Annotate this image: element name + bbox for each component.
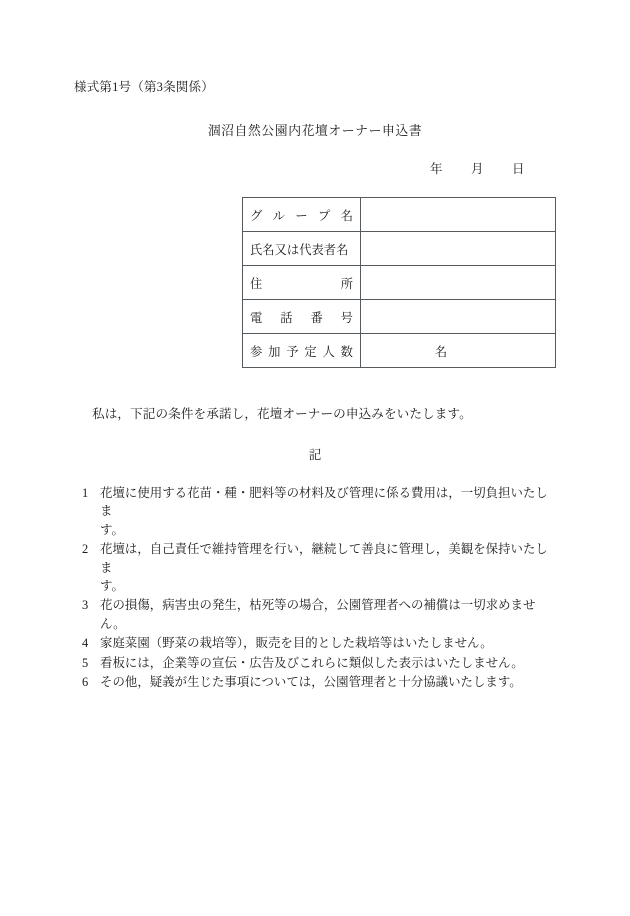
label-text-group-name bbox=[250, 206, 353, 224]
date-year-label: 年 bbox=[430, 162, 443, 176]
input-representative-name[interactable] bbox=[361, 232, 556, 266]
label-text-phone-number bbox=[250, 308, 353, 326]
table-row bbox=[243, 266, 556, 300]
input-phone-number[interactable] bbox=[361, 300, 556, 334]
table-row bbox=[243, 334, 556, 368]
condition-number: 3 bbox=[82, 598, 89, 613]
condition-text bbox=[100, 634, 548, 652]
input-group-name[interactable] bbox=[361, 198, 556, 232]
condition-text bbox=[100, 596, 548, 633]
condition-text bbox=[100, 540, 548, 595]
conditions-list bbox=[82, 484, 548, 692]
row-label-representative-name bbox=[243, 232, 361, 266]
label-text-address bbox=[250, 274, 353, 292]
condition-line-cont: す。 bbox=[100, 522, 124, 537]
condition-text bbox=[100, 673, 548, 691]
list-item bbox=[82, 596, 548, 633]
list-item bbox=[82, 540, 548, 595]
table-row bbox=[243, 232, 556, 266]
condition-line: 家庭菜園（野菜の栽培等），販売を目的とした栽培等はいたしません。 bbox=[100, 636, 493, 651]
form-number: 様式第1号（第3条関係） bbox=[74, 80, 214, 94]
lbl-char: 数 bbox=[340, 344, 353, 359]
lbl-char: ル bbox=[272, 208, 285, 223]
row-label-group-name bbox=[243, 198, 361, 232]
lbl-char: 人 bbox=[322, 344, 335, 359]
condition-number: 1 bbox=[82, 486, 89, 500]
lbl-char: 所 bbox=[340, 276, 353, 291]
lbl-char: 予 bbox=[286, 344, 299, 359]
lbl-char: 番 bbox=[310, 310, 323, 325]
lbl-char: 号 bbox=[340, 310, 353, 325]
row-label-participant-count bbox=[243, 334, 361, 368]
input-address[interactable] bbox=[361, 266, 556, 300]
ki-marker: 記 bbox=[308, 448, 322, 462]
condition-line: 花壇は，自己責任で維持管理を行い，継続して善良に管理し，美観を保持いたしま bbox=[100, 542, 548, 575]
list-item bbox=[82, 654, 548, 672]
condition-line: その他，疑義が生じた事項については，公園管理者と十分協議いたします。 bbox=[100, 675, 522, 690]
agreement-statement: 私は，下記の条件を承諾し，花壇オーナーの申込みをいたします。 bbox=[92, 407, 472, 421]
list-item bbox=[82, 673, 548, 691]
row-label-phone-number bbox=[243, 300, 361, 334]
condition-line-cont: す。 bbox=[100, 579, 124, 594]
input-participant-count[interactable] bbox=[361, 334, 556, 368]
lbl-char: 住 bbox=[250, 276, 263, 291]
date-day-label: 日 bbox=[512, 162, 525, 176]
condition-number: 2 bbox=[82, 542, 89, 557]
applicant-info-table bbox=[242, 197, 556, 368]
label-text-representative-name: 氏名又は代表者名 bbox=[250, 242, 349, 257]
lbl-char: 名 bbox=[340, 208, 353, 223]
participant-count-unit: 名 bbox=[434, 344, 448, 359]
condition-line: 花の損傷，病害虫の発生，枯死等の場合，公園管理者への補償は一切求めません。 bbox=[100, 598, 536, 631]
date-month-label: 月 bbox=[471, 162, 484, 176]
condition-line: 看板には，企業等の宣伝・広告及びこれらに類似した表示はいたしません。 bbox=[100, 655, 524, 670]
lbl-char: 参 bbox=[250, 344, 263, 359]
lbl-char: 加 bbox=[268, 344, 281, 359]
condition-text bbox=[100, 654, 548, 672]
condition-number: 6 bbox=[82, 675, 89, 690]
table-row bbox=[243, 198, 556, 232]
page-title: 涸沼自然公園内花壇オーナー申込書 bbox=[207, 124, 423, 138]
condition-number: 5 bbox=[82, 655, 89, 670]
lbl-char: 電 bbox=[250, 310, 263, 325]
lbl-char: 話 bbox=[280, 310, 293, 325]
row-label-address bbox=[243, 266, 361, 300]
date-line bbox=[430, 159, 550, 177]
condition-line: 花壇に使用する花苗・種・肥料等の材料及び管理に係る費用は，一切負担いたしま bbox=[100, 486, 548, 519]
lbl-char: 定 bbox=[304, 344, 317, 359]
lbl-char: ー bbox=[295, 208, 308, 223]
condition-text bbox=[100, 484, 548, 539]
list-item bbox=[82, 484, 548, 539]
list-item bbox=[82, 634, 548, 652]
lbl-char: グ bbox=[250, 208, 263, 223]
label-text-participant-count bbox=[250, 342, 353, 360]
lbl-char: プ bbox=[318, 208, 331, 223]
condition-number: 4 bbox=[82, 636, 89, 651]
table-row bbox=[243, 300, 556, 334]
